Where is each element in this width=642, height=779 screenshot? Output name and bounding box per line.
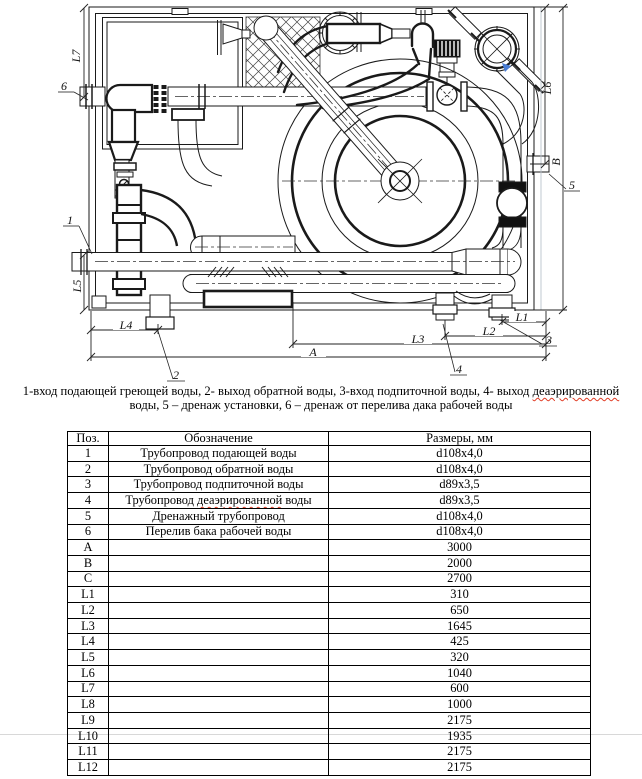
cell-size: d108x4,0 — [329, 508, 591, 524]
cell-size: 1645 — [329, 618, 591, 634]
caption-line1-pre: 1-вход подающей греющей воды, 2- выход обратной воды, 3-вход подпиточной воды, 4- выход — [22, 384, 533, 398]
table-row — [68, 697, 591, 713]
table-row — [68, 540, 591, 556]
cell-pos: B — [68, 555, 109, 571]
cell-pos: L10 — [68, 728, 109, 744]
cell-size: d108x4,0 — [329, 524, 591, 540]
callout-2: 2 — [173, 368, 179, 382]
cell-designation: Трубопровод подающей воды — [109, 446, 329, 462]
cell-pos: 5 — [68, 508, 109, 524]
table-row — [68, 681, 591, 697]
caption-line2: воды, 5 – дренаж установки, 6 – дренаж от перелива дака рабочей воды — [129, 398, 513, 412]
cell-designation — [109, 665, 329, 681]
cell-designation — [109, 650, 329, 666]
dim-label-L4: L4 — [119, 318, 133, 332]
dim-label-L7: L7 — [69, 49, 83, 63]
cell-pos: L5 — [68, 650, 109, 666]
header-size: Размеры, мм — [329, 432, 591, 446]
cell-pos: L11 — [68, 744, 109, 760]
cell-designation — [109, 744, 329, 760]
table-row — [68, 477, 591, 493]
table-row — [68, 508, 591, 524]
table-row — [68, 618, 591, 634]
dim-label-A: A — [309, 345, 317, 359]
cell-size: 1935 — [329, 728, 591, 744]
table-row — [68, 446, 591, 462]
cell-size: 3000 — [329, 540, 591, 556]
cell-designation — [109, 571, 329, 587]
cell-pos: 1 — [68, 446, 109, 462]
cell-pos: C — [68, 571, 109, 587]
dim-label-L6: L6 — [540, 81, 554, 95]
table-row — [68, 461, 591, 477]
cell-size: d108x4,0 — [329, 446, 591, 462]
header-pos: Поз. — [68, 432, 109, 446]
cell-size: d108x4,0 — [329, 461, 591, 477]
cell-size: 2175 — [329, 712, 591, 728]
technical-drawing — [0, 0, 642, 383]
cell-designation — [109, 728, 329, 744]
caption-misspelled-word: деаэрированной — [532, 384, 620, 398]
cell-designation — [109, 634, 329, 650]
cell-designation — [109, 681, 329, 697]
cell-pos: 4 — [68, 493, 109, 509]
cell-pos: L2 — [68, 603, 109, 619]
cell-pos: L12 — [68, 760, 109, 776]
header-designation: Обозначение — [109, 432, 329, 446]
table-row — [68, 760, 591, 776]
cell-size: 1040 — [329, 665, 591, 681]
cell-size: 600 — [329, 681, 591, 697]
cell-pos: L9 — [68, 712, 109, 728]
table-row — [68, 571, 591, 587]
cell-designation — [109, 587, 329, 603]
cell-size: 2175 — [329, 760, 591, 776]
cell-size: 425 — [329, 634, 591, 650]
table-row — [68, 650, 591, 666]
cell-size: d89x3,5 — [329, 493, 591, 509]
cell-size: 310 — [329, 587, 591, 603]
cell-designation: Трубопровод обратной воды — [109, 461, 329, 477]
cell-pos: 3 — [68, 477, 109, 493]
cell-size: 2700 — [329, 571, 591, 587]
cell-designation: Перелив бака рабочей воды — [109, 524, 329, 540]
table-row — [68, 744, 591, 760]
cell-size: 320 — [329, 650, 591, 666]
table-row — [68, 728, 591, 744]
cell-pos: 2 — [68, 461, 109, 477]
size-table-body — [68, 446, 591, 776]
dimensions-table — [67, 431, 591, 776]
cell-designation — [109, 697, 329, 713]
callout-6: 6 — [61, 79, 67, 93]
table-row — [68, 555, 591, 571]
table-row — [68, 493, 591, 509]
table-row — [68, 712, 591, 728]
misspelled-word: деаэрированной — [197, 492, 283, 507]
callout-5: 5 — [569, 178, 575, 192]
table-row — [68, 587, 591, 603]
top-flange-assembly — [319, 10, 425, 54]
callout-3: 3 — [546, 333, 552, 347]
table-header-row — [68, 432, 591, 446]
cell-designation — [109, 555, 329, 571]
table-row — [68, 524, 591, 540]
table-row — [68, 603, 591, 619]
cell-designation: Дренажный трубопровод — [109, 508, 329, 524]
cell-designation: Трубопровод подпиточной воды — [109, 477, 329, 493]
dim-label-L1: L1 — [515, 310, 529, 324]
table-row — [68, 634, 591, 650]
dim-label-L5: L5 — [70, 279, 84, 293]
cell-pos: A — [68, 540, 109, 556]
cell-size: 1000 — [329, 697, 591, 713]
cell-size: 650 — [329, 603, 591, 619]
dim-label-L2: L2 — [482, 324, 496, 338]
cell-pos: L4 — [68, 634, 109, 650]
cell-size: 2000 — [329, 555, 591, 571]
figure-caption — [0, 384, 642, 412]
cell-pos: L6 — [68, 665, 109, 681]
cell-pos: 6 — [68, 524, 109, 540]
cell-designation: Трубопровод деаэрированной воды — [109, 493, 329, 509]
callout-1: 1 — [67, 213, 73, 227]
cell-designation — [109, 712, 329, 728]
cell-pos: L3 — [68, 618, 109, 634]
table-row — [68, 665, 591, 681]
dim-label-B: B — [549, 158, 563, 166]
cell-pos: L1 — [68, 587, 109, 603]
dim-label-L3: L3 — [411, 332, 425, 346]
cell-designation — [109, 760, 329, 776]
cell-designation — [109, 603, 329, 619]
cell-pos: L7 — [68, 681, 109, 697]
cell-size: 2175 — [329, 744, 591, 760]
cell-size: d89x3,5 — [329, 477, 591, 493]
cell-designation — [109, 540, 329, 556]
callout-4: 4 — [456, 362, 462, 376]
cell-pos: L8 — [68, 697, 109, 713]
cell-designation — [109, 618, 329, 634]
